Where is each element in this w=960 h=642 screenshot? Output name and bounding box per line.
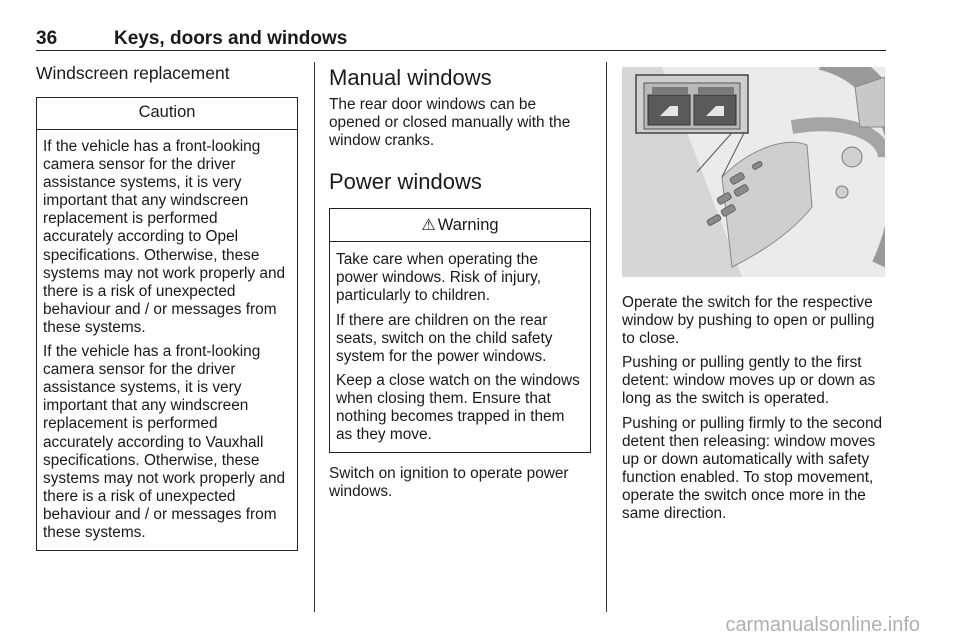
section-heading-manual-windows: Manual windows: [329, 65, 492, 90]
running-title: Keys, doors and windows: [114, 28, 348, 49]
section-heading-power-windows: Power windows: [329, 169, 482, 195]
manual-windows-text: The rear door windows can be opened or closed manually with the window cranks.: [329, 96, 571, 150]
caution-paragraph: If the vehicle has a front-looking camera sensor for the driver assistance systems, it is very important that any windscreen replacement is performed accurately according to Opel specifications. Otherwise, these systems may not work properly and there is a risk of unexpected behaviour and / or messages from these systems.: [43, 138, 286, 336]
column-2: [329, 64, 591, 507]
illustration-svg: [622, 67, 885, 277]
warning-body: [330, 242, 590, 452]
switch-instruction-paragraph: Pushing or pulling gently to the first detent: window moves up or down as long as the switch is operated.: [622, 354, 876, 408]
column-divider: [314, 62, 315, 612]
ignition-text: Switch on ignition to operate power windows.: [329, 465, 569, 501]
page-header: [36, 28, 886, 51]
section-heading-windscreen: Windscreen replacement: [36, 63, 230, 83]
caution-paragraph: If the vehicle has a front-looking camera sensor for the driver assistance systems, it is very important that any windscreen replacement is performed accurately according to Vauxhall specifications. Otherwise, these systems may not work properly and there is a risk of unexpected behaviour and / or messages from these systems.: [43, 343, 286, 541]
switch-instruction-paragraph: Operate the switch for the respective window by pushing to open or pulling to close.: [622, 294, 875, 348]
column-divider: [606, 62, 607, 612]
warning-title: Warning: [437, 216, 499, 235]
warning-triangle-icon: ⚠: [421, 217, 436, 235]
power-window-switch-illustration: [622, 67, 885, 277]
warning-box: [329, 208, 591, 453]
caution-body: [37, 130, 297, 550]
footer-watermark: carmanualsonline.info: [725, 614, 920, 636]
column-3: [622, 294, 888, 529]
warning-paragraph: Keep a close watch on the windows when closing them. Ensure that nothing becomes trapped in them as they move.: [336, 371, 580, 444]
switch-instruction-paragraph: Pushing or pulling firmly to the second detent then releasing: window moves up or down automatically with safety function enabled. To stop movement, operate the switch once more in the same direction.: [622, 414, 883, 523]
warning-paragraph: Take care when operating the power windows. Risk of injury, particularly to children.: [336, 251, 541, 305]
warning-paragraph: If there are children on the rear seats, switch on the child safety system for the power windows.: [336, 311, 553, 365]
caution-title: Caution: [37, 98, 297, 130]
warning-header: [330, 209, 590, 242]
caution-box: [36, 97, 298, 551]
column-1: [36, 62, 298, 551]
page-number: 36: [36, 28, 58, 49]
